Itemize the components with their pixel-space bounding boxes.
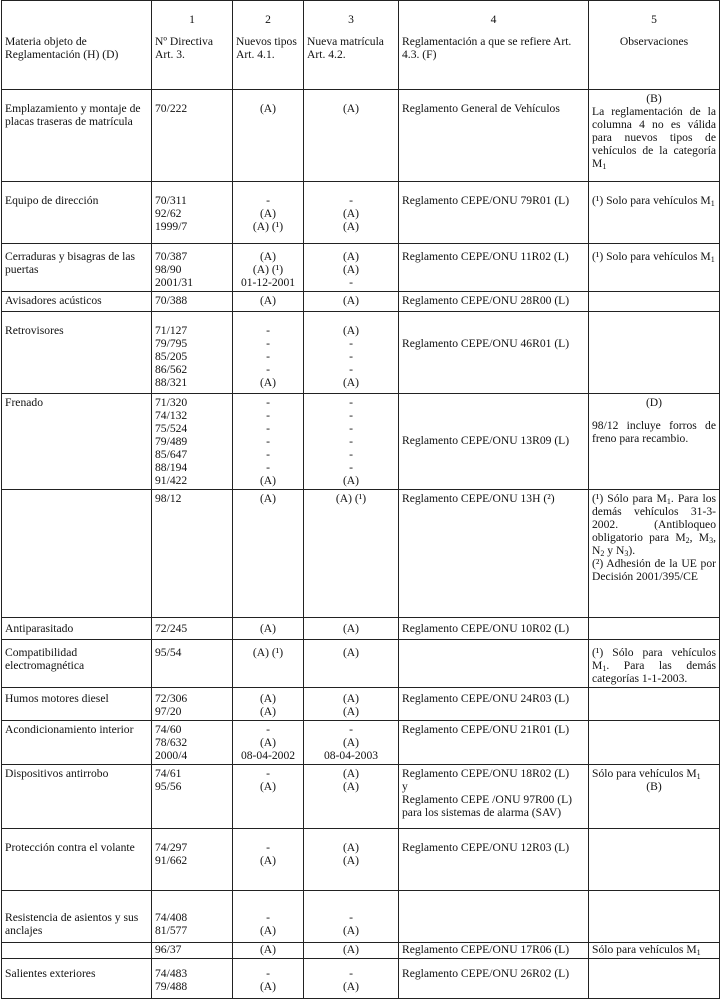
observaciones-cell — [589, 721, 720, 765]
matricula-cell: (A) — [304, 90, 399, 182]
directiva-cell: 74/60 78/632 2000/4 — [152, 721, 233, 765]
matricula-cell: (A) (¹) — [304, 490, 399, 618]
nuevos-cell: (A) (A) — [233, 688, 304, 721]
directiva-cell: 72/306 97/20 — [152, 688, 233, 721]
reglamento-cell: Reglamento CEPE/ONU 11R02 (L) — [399, 244, 589, 292]
materia-cell: Protección contra el volante — [2, 829, 152, 891]
header-nueva-matricula: 3 Nueva matrícula Art. 4.2. — [304, 1, 399, 90]
materia-cell: Retrovisores — [2, 312, 152, 394]
nuevos-cell: - (A) — [233, 765, 304, 829]
nuevos-cell: (A) (A) (¹) 01-12-2001 — [233, 244, 304, 292]
observaciones-cell — [589, 688, 720, 721]
table-row — [2, 765, 720, 829]
materia-cell: Frenado — [2, 394, 152, 490]
nuevos-cell: - (A) 08-04-2002 — [233, 721, 304, 765]
materia-cell: Salientes exteriores — [2, 959, 152, 999]
directiva-cell: 74/61 95/56 — [152, 765, 233, 829]
observaciones-cell: Sólo para vehículos $M_1$ (B) — [589, 765, 720, 829]
table-row — [2, 688, 720, 721]
header-materia: Materia objeto de Reglamentación (H) (D) — [2, 1, 152, 90]
matricula-cell: (A) — [304, 618, 399, 640]
reglamento-cell: Reglamento CEPE/ONU 46R01 (L) — [399, 312, 589, 394]
table-row — [2, 394, 720, 490]
reglamento-cell — [399, 891, 589, 943]
table-row — [2, 312, 720, 394]
matricula-cell: (A) - - - (A) — [304, 312, 399, 394]
materia-cell: Equipo de dirección — [2, 182, 152, 244]
materia-cell: Acondicionamiento interior — [2, 721, 152, 765]
observaciones-cell — [589, 312, 720, 394]
directiva-cell: 95/54 — [152, 640, 233, 688]
observaciones-cell: (¹) Solo para vehículos $M_1$ — [589, 182, 720, 244]
nuevos-cell: - (A) — [233, 829, 304, 891]
nuevos-cell: (A) (¹) — [233, 640, 304, 688]
materia-cell: Dispositivos antirrobo — [2, 765, 152, 829]
reglamento-cell: Reglamento CEPE/ONU 26R02 (L) — [399, 959, 589, 999]
directiva-cell: 70/222 — [152, 90, 233, 182]
matricula-cell: - (A) (A) — [304, 182, 399, 244]
nuevos-cell: (A) — [233, 943, 304, 959]
matricula-cell: (A) — [304, 292, 399, 312]
header-reglamentacion: 4 Reglamentación a que se refiere Art. 4.3. (F) — [399, 1, 589, 90]
table-row — [2, 943, 720, 959]
matricula-cell: (A) — [304, 640, 399, 688]
nuevos-cell: - (A) — [233, 891, 304, 943]
observaciones-cell — [589, 292, 720, 312]
matricula-cell: (A) (A) — [304, 765, 399, 829]
table-row — [2, 292, 720, 312]
directiva-cell: 72/245 — [152, 618, 233, 640]
materia-cell: Cerraduras y bisagras de las puertas — [2, 244, 152, 292]
directiva-cell: 74/408 81/577 — [152, 891, 233, 943]
observaciones-cell — [589, 959, 720, 999]
header-row — [2, 1, 720, 90]
reglamento-cell: Reglamento CEPE/ONU 17R06 (L) — [399, 943, 589, 959]
materia-cell — [2, 490, 152, 618]
materia-cell: Compatibilidad electromagnética — [2, 640, 152, 688]
table-row — [2, 490, 720, 618]
reglamento-cell: Reglamento General de Vehículos — [399, 90, 589, 182]
reglamento-cell: Reglamento CEPE/ONU 13H (²) — [399, 490, 589, 618]
nuevos-cell: - - - - - - (A) — [233, 394, 304, 490]
nuevos-cell: (A) — [233, 292, 304, 312]
directiva-cell: 71/320 74/132 75/524 79/489 85/647 88/194 91/422 — [152, 394, 233, 490]
reglamento-cell: Reglamento CEPE/ONU 21R01 (L) — [399, 721, 589, 765]
matricula-cell: - (A) 08-04-2003 — [304, 721, 399, 765]
table-row — [2, 829, 720, 891]
matricula-cell: (A) (A) — [304, 829, 399, 891]
observaciones-cell: (¹) Sólo para $M_1$. Para los demás vehículos 31-3-2002. (Antibloqueo obligatorio para $M_2$, $M_3$, $N_2$ y $N_3$). (²) Adhesión de la UE por Decisión 2001/395/CE — [589, 490, 720, 618]
reglamento-cell: Reglamento CEPE/ONU 24R03 (L) — [399, 688, 589, 721]
observaciones-cell — [589, 618, 720, 640]
reglamento-cell: Reglamento CEPE/ONU 28R00 (L) — [399, 292, 589, 312]
directiva-cell: 74/297 91/662 — [152, 829, 233, 891]
observaciones-cell: Sólo para vehículos $M_1$ — [589, 943, 720, 959]
nuevos-cell: (A) — [233, 618, 304, 640]
reglamento-cell: Reglamento CEPE/ONU 18R02 (L) y Reglamento CEPE /ONU 97R00 (L) para los sistemas de alarma (SAV) — [399, 765, 589, 829]
matricula-cell: (A) — [304, 943, 399, 959]
materia-cell: Avisadores acústicos — [2, 292, 152, 312]
observaciones-cell: (¹) Solo para vehículos $M_1$ — [589, 244, 720, 292]
directiva-cell: 70/388 — [152, 292, 233, 312]
header-directiva: 1 Nº Directiva Art. 3. — [152, 1, 233, 90]
header-observaciones: 5 Observaciones — [589, 1, 720, 90]
observaciones-cell — [589, 891, 720, 943]
materia-cell — [2, 943, 152, 959]
nuevos-cell: - - - - (A) — [233, 312, 304, 394]
table-row — [2, 182, 720, 244]
matricula-cell: - - - - - - (A) — [304, 394, 399, 490]
table-row — [2, 90, 720, 182]
observaciones-cell: (¹) Sólo para vehículos $M_1$. Para las demás categorías 1-1-2003. — [589, 640, 720, 688]
header-nuevos-tipos: 2 Nuevos tipos Art. 4.1. — [233, 1, 304, 90]
observaciones-cell: (D) 98/12 incluye forros de freno para recambio. — [589, 394, 720, 490]
nuevos-cell: - (A) (A) (¹) — [233, 182, 304, 244]
table-row — [2, 891, 720, 943]
directiva-cell: 96/37 — [152, 943, 233, 959]
table-row — [2, 721, 720, 765]
regulation-table — [1, 0, 720, 999]
materia-cell: Resistencia de asientos y sus anclajes — [2, 891, 152, 943]
nuevos-cell: (A) — [233, 490, 304, 618]
reglamento-cell: Reglamento CEPE/ONU 79R01 (L) — [399, 182, 589, 244]
table-row — [2, 640, 720, 688]
reglamento-cell: Reglamento CEPE/ONU 13R09 (L) — [399, 394, 589, 490]
materia-cell: Humos motores diesel — [2, 688, 152, 721]
matricula-cell: (A) (A) — [304, 688, 399, 721]
observaciones-cell — [589, 829, 720, 891]
nuevos-cell: (A) — [233, 90, 304, 182]
matricula-cell: - (A) — [304, 891, 399, 943]
directiva-cell: 70/387 98/90 2001/31 — [152, 244, 233, 292]
materia-cell: Emplazamiento y montaje de placas traseras de matrícula — [2, 90, 152, 182]
table-row — [2, 959, 720, 999]
table-row — [2, 244, 720, 292]
reglamento-cell — [399, 640, 589, 688]
directiva-cell: 70/311 92/62 1999/7 — [152, 182, 233, 244]
directiva-cell: 98/12 — [152, 490, 233, 618]
table-row — [2, 618, 720, 640]
directiva-cell: 71/127 79/795 85/205 86/562 88/321 — [152, 312, 233, 394]
nuevos-cell: - (A) — [233, 959, 304, 999]
matricula-cell: - (A) — [304, 959, 399, 999]
materia-cell: Antiparasitado — [2, 618, 152, 640]
reglamento-cell: Reglamento CEPE/ONU 12R03 (L) — [399, 829, 589, 891]
directiva-cell: 74/483 79/488 — [152, 959, 233, 999]
reglamento-cell: Reglamento CEPE/ONU 10R02 (L) — [399, 618, 589, 640]
observaciones-cell: (B) La reglamentación de la columna 4 no es válida para nuevos tipos de vehículos de la categoría $M_1$ — [589, 90, 720, 182]
matricula-cell: (A) (A) - — [304, 244, 399, 292]
